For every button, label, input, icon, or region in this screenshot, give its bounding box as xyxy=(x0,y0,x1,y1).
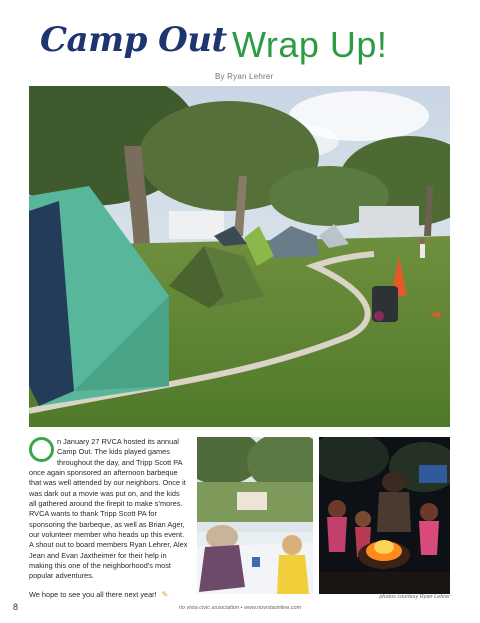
article-paragraph-1: n January 27 RVCA hosted its annual Camp Out. The kids played games throughout the day, and Tripp Scott PA once again sponsored an afternoon barbeque that was well attended by our neighbors. Once it was dark out a movie was put on, and the kids all gathered around the firepit to make s’mores. RVCA wants to thank Tripp Scott PA for sponsoring the barbeque, as well as Brian Ager, our volunteer member who heads up this event. A shout out to board members Ryan Lehrer, Alex Jean and Evan Jaxtheimer for their help in making this one of the neighborhood’s most popular adventures. xyxy=(29,437,188,581)
byline: By Ryan Lehrer xyxy=(215,72,274,81)
article-body xyxy=(29,437,189,608)
title-script: Camp Out xyxy=(40,20,227,60)
title-sans: Wrap Up! xyxy=(232,24,388,65)
pencil-icon: ✎ xyxy=(161,589,169,599)
drop-cap-o xyxy=(29,437,54,462)
footer-text: rio vista civic association • www.riovistaonline.com xyxy=(178,605,302,611)
page-number: 8 xyxy=(13,602,19,612)
hero-photo-illustration xyxy=(29,86,450,427)
photo-campfire-illustration xyxy=(319,437,450,594)
article-paragraph-2: We hope to see you all there next year! xyxy=(29,589,157,599)
photo-kids-crafts xyxy=(197,437,313,594)
photo-kids-crafts-illustration xyxy=(197,437,313,594)
photo-credit: photos courtesy Ryan Lehrer xyxy=(379,594,450,600)
photo-campfire-night xyxy=(319,437,450,594)
hero-photo-tents xyxy=(29,86,450,427)
